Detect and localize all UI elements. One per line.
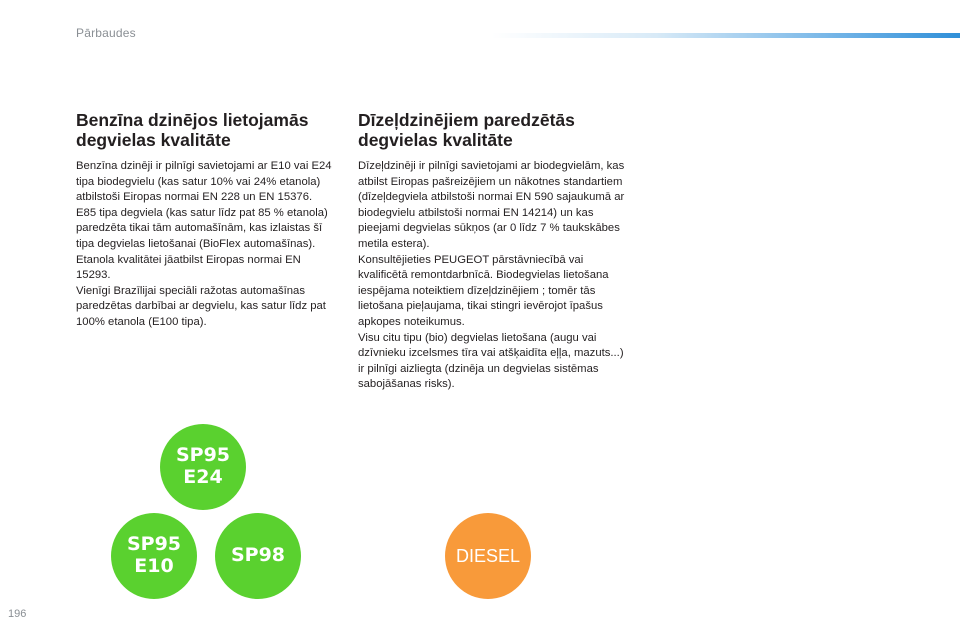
badge-line: SP98: [230, 544, 286, 567]
petrol-fuel-paragraph: E85 tipa degviela (kas satur līdz pat 85 % etanola) paredzēta tikai tām automašīnām, kas izlaistas šī tipa degvielas lietošanai (BioFlex automašīnas). Etanola kvalitātei jāatbilst Eiropas normai EN 15293.: [76, 206, 328, 282]
page-number: 196: [8, 608, 27, 620]
badge-line: SP95: [126, 533, 182, 556]
petrol-fuel-paragraph: Vienīgi Brazīlijai speciāli ražotas automašīnas paredzētas darbībai ar degvielu, kas satur līdz pat 100% etanola (E100 tipa).: [76, 284, 326, 328]
petrol-fuel-paragraph: Benzīna dzinēji ir pilnīgi savietojami ar E10 vai E24 tipa biodegvielu (kas satur 10% vai 24% etanola) atbilstoši Eiropas normai EN 228 un EN 15376.: [76, 160, 332, 204]
diesel-fuel-heading: Dīzeļdzinējiem paredzētās degvielas kvalitāte: [358, 110, 575, 150]
badge-line: SP95: [175, 444, 231, 467]
diesel-fuel-section: [358, 110, 628, 393]
petrol-fuel-heading: Benzīna dzinējos lietojamās degvielas kvalitāte: [76, 110, 309, 150]
badge-line: DIESEL: [455, 545, 521, 566]
diesel-fuel-paragraph: Konsultējieties PEUGEOT pārstāvniecībā vai kvalificētā remontdarbnīcā. Biodegvielas lietošana iespējama noteiktiem dīzeļdzinējiem ; tomēr tās lietošana pieļaujama, tikai stingri ievērojot īpašus apkopes noteikumus.: [358, 253, 609, 328]
diesel-fuel-paragraph: Dīzeļdzinēji ir pilnīgi savietojami ar biodegvielām, kas atbilst Eiropas pašreizējiem un nākotnes standartiem (dīzeļdegviela atbilstoši normai EN 590 sajaukumā ar biodegvielu atbilstoši normai EN 14214) un kas pieejami degvielas sūkņos (ar 0 līdz 7 % taukskābes metila estera).: [358, 160, 625, 250]
sp95-e10-badge: [111, 513, 197, 599]
sp98-badge: [215, 513, 301, 599]
diesel-badge: [445, 513, 531, 599]
badge-line: E10: [134, 555, 174, 577]
sp95-e24-badge: [160, 424, 246, 510]
petrol-fuel-section: [76, 110, 338, 331]
header-section-title: Pārbaudes: [76, 26, 136, 40]
badge-line: E24: [183, 466, 223, 488]
header-accent-bar: [492, 33, 960, 38]
diesel-fuel-paragraph: Visu citu tipu (bio) degvielas lietošana (augu vai dzīvnieku izcelsmes tīra vai atšķaidīta eļļa, mazuts...) ir pilnīgi aizliegta (dzinēja un degvielas sistēmas sabojāšanas risks).: [358, 331, 624, 391]
